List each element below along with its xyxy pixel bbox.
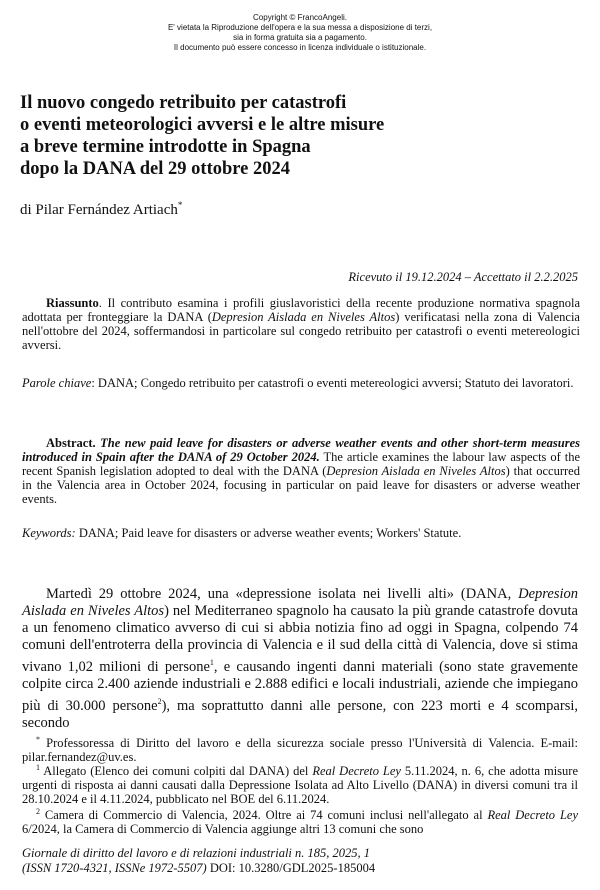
footnote-mark: *	[36, 735, 40, 744]
body-paragraph	[22, 586, 578, 732]
author-line	[20, 200, 182, 219]
journal-name: Giornale di diritto del lavoro e di relazioni industriali n. 185, 2025, 1	[22, 846, 371, 860]
abstract-text: ) that occurred in the Valencia area in October 2024, focusing in particular on paid leave for disasters or adverse weather events.	[22, 464, 580, 506]
body-text: Martedì 29 ottobre 2024, una «depressione isolata nei livelli alti» (DANA,	[46, 586, 519, 602]
abstract-text: The article examines the labour law aspects of the recent Spanish legislation adopted to deal with the DANA (	[22, 450, 580, 478]
abstract-label: Abstract.	[46, 436, 96, 450]
author-name: di Pilar Fernández Artiach	[20, 202, 178, 218]
footnote-text: Allegato (Elenco dei comuni colpiti dal DANA) del	[40, 764, 313, 779]
footnote-italic: Real Decreto Ley	[312, 764, 401, 779]
footnote-author	[22, 733, 578, 764]
author-footnote-mark: *	[177, 200, 183, 210]
footnote-mark: 1	[36, 763, 40, 772]
journal-issn: (ISSN 1720-4321, ISSNe 1972-5507)	[22, 861, 207, 875]
footnote-2	[22, 805, 578, 836]
body-text: , e causando ingenti danni materiali (sono state gravemente colpite circa 2.400 aziende industriali e 2.888 edifici e locali industriali, aziende che impiegano più di 30.000 persone	[22, 658, 578, 714]
article-title	[20, 92, 580, 180]
title-line: o eventi meteorologici avversi e le altre misure	[20, 115, 385, 135]
footnote-ref-2[interactable]: 2	[157, 696, 162, 706]
footnote-text: Camera di Commercio di Valencia, 2024. Oltre ai 74 comuni inclusi nell'allegato al	[40, 808, 488, 823]
parole-chiave-paragraph	[22, 376, 580, 390]
footnote-text: Professoressa di Diritto del lavoro e della sicurezza sociale presso l'Università di Valencia. E-mail: pilar.fernandez@uv.es.	[22, 736, 578, 765]
received-accepted-dates: Ricevuto il 19.12.2024 – Accettato il 2.2.2025	[348, 270, 578, 284]
abstract-english-title: The new paid leave for disasters or adverse weather events and other short-term measures introduced in Spain after the DANA of 29 October 2024.	[22, 436, 581, 464]
journal-citation	[22, 846, 375, 876]
copyright-line: Il documento può essere concesso in licenza individuale o istituzionale.	[173, 43, 427, 52]
keywords-label: Keywords:	[22, 526, 76, 540]
copyright-line: E' vietata la Riproduzione dell'opera e la sua messa a disposizione di terzi,	[167, 23, 433, 32]
body-text: ) nel Mediterraneo spagnolo ha causato la più grande catastrofe dovuta a un fenomeno climatico avverso di cui si abbia notizia fino ad oggi in Spagna, colpendo 74 comuni dell'entroterra della provincia di Valencia e il sud della città di Valencia, dove si stima vivano 1,02 milioni di persone	[22, 603, 578, 675]
footnote-1	[22, 761, 578, 806]
footnote-text: 6/2024, la Camera di Commercio di Valencia aggiunge altri 13 comuni che sono	[22, 822, 424, 837]
footnote-ref-1[interactable]: 1	[209, 658, 214, 667]
abstract-italic: Depresion Aislada en Niveles Altos	[326, 464, 506, 478]
riassunto-text: ) verificatasi nella zona di Valencia nell'ottobre del 2024, soffermandosi in particolare sul congedo retribuito per catastrofi o eventi metereologici avversi.	[22, 310, 580, 352]
footnote-italic: Real Decreto Ley	[487, 808, 578, 823]
title-line: a breve termine introdotte in Spagna	[20, 137, 311, 157]
riassunto-italic: Depresion Aislada en Niveles Altos	[211, 310, 396, 324]
body-italic: Depresion Aislada en Niveles Altos	[22, 586, 578, 619]
copyright-notice	[0, 13, 600, 53]
copyright-line: Copyright © FrancoAngeli.	[253, 13, 347, 22]
keywords-text: DANA; Paid leave for disasters or adverse weather events; Workers' Statute.	[75, 526, 462, 540]
footnote-mark: 2	[36, 807, 40, 816]
footnote-text: 5.11.2024, n. 6, che adotta misure urgenti di risposta ai danni causati dalla Depressione Isolata ad Alto Livello (DANA) in diversi comuni tra il 28.10.2024 e il 4.11.2024, pubblicato nel BOE del 6.11.2024.	[22, 764, 578, 807]
parole-chiave-text: : DANA; Congedo retribuito per catastrofi o eventi metereologici avversi; Statuto dei lavoratori.	[91, 376, 574, 390]
riassunto-text: . Il contributo esamina i profili giuslavoristici della recente produzione normativa spagnola adottata per fronteggiare la DANA (	[22, 296, 580, 324]
copyright-line: sia in forma gratuita sia a pagamento.	[233, 33, 367, 42]
journal-doi[interactable]: DOI: 10.3280/GDL2025-185004	[206, 861, 376, 875]
riassunto-label: Riassunto	[46, 296, 99, 310]
parole-chiave-label: Parole chiave	[22, 376, 92, 390]
riassunto-paragraph	[22, 296, 580, 352]
abstract-paragraph	[22, 436, 580, 506]
keywords-paragraph	[22, 526, 580, 540]
body-text: ), ma soprattutto danni alle persone, con 223 morti e 4 scomparsi, secondo	[22, 697, 578, 731]
title-line: dopo la DANA del 29 ottobre 2024	[20, 159, 290, 179]
title-line: Il nuovo congedo retribuito per catastrofi	[20, 93, 347, 113]
